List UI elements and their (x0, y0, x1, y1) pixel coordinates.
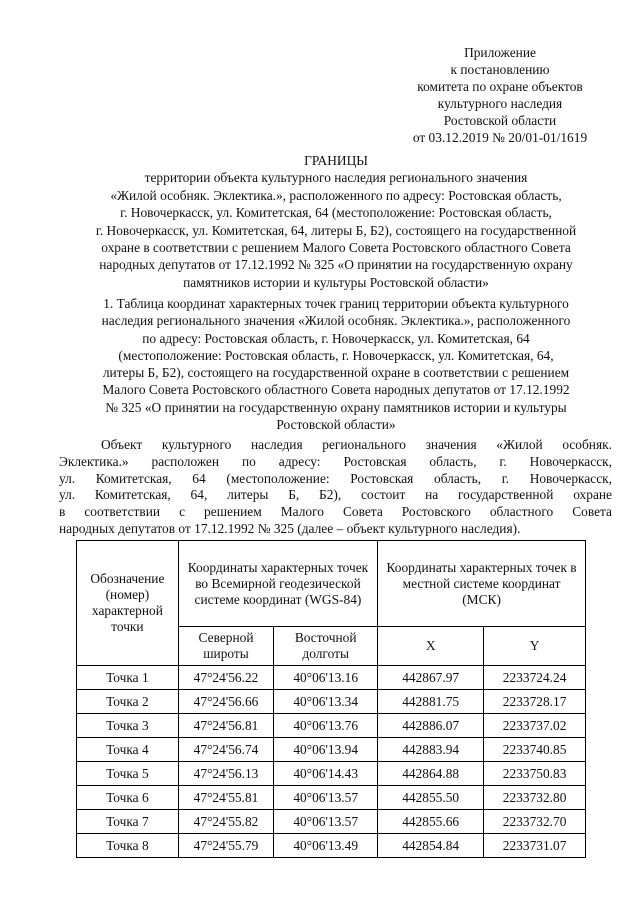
cell-point: Точка 4 (77, 738, 179, 762)
cell-east: 40°06'13.57 (274, 810, 378, 834)
section-line: Ростовской области» (276, 417, 396, 433)
cell-north: 47°24'56.22 (178, 666, 273, 690)
title-line: народных депутатов от 17.12.1992 № 325 «О принятии на государственную охрану (99, 257, 573, 273)
cell-y: 2233724.24 (484, 666, 586, 690)
cell-x: 442864.88 (378, 762, 484, 786)
cell-north: 47°24'56.74 (178, 738, 273, 762)
cell-east: 40°06'13.76 (274, 714, 378, 738)
cell-north: 47°24'56.13 (178, 762, 273, 786)
table-row (77, 834, 586, 858)
paragraph-line: в соответствии с решением Малого Совета Ростовского областного Совета (59, 504, 612, 520)
section-line: наследия регионального значения «Жилой особняк. Эклектика.», расположенного (101, 313, 571, 329)
appendix-line: к постановлению (450, 62, 550, 77)
header-north-latitude: Северной широты (178, 627, 273, 666)
cell-y: 2233750.83 (484, 762, 586, 786)
document-title (56, 152, 616, 291)
appendix-line: комитета по охране объектов (417, 79, 583, 94)
title-line: г. Новочеркасск, ул. Комитетская, 64, литеры Б, Б2), состоящего на государственной (95, 222, 577, 238)
table-row (77, 786, 586, 810)
cell-north: 47°24'55.82 (178, 810, 273, 834)
appendix-header (380, 44, 620, 146)
paragraph-line: Эклектика.» расположен по адресу: Ростовская область, г. Новочеркасск, (59, 453, 612, 469)
cell-y: 2233740.85 (484, 738, 586, 762)
cell-x: 442854.84 (378, 834, 484, 858)
table-row (77, 666, 586, 690)
cell-east: 40°06'13.34 (274, 690, 378, 714)
cell-point: Точка 2 (77, 690, 179, 714)
cell-east: 40°06'13.57 (274, 786, 378, 810)
cell-point: Точка 6 (77, 786, 179, 810)
cell-point: Точка 5 (77, 762, 179, 786)
cell-x: 442855.66 (378, 810, 484, 834)
title-line: «Жилой особняк. Эклектика.», расположенного по адресу: Ростовская область, (110, 187, 562, 203)
title-heading: ГРАНИЦЫ (304, 153, 368, 168)
section-line: № 325 «О принятии на государственную охрану памятников истории и культуры (105, 399, 567, 415)
cell-east: 40°06'14.43 (274, 762, 378, 786)
header-designation: Обозначение (номер) характерной точки (77, 541, 179, 666)
cell-x: 442881.75 (378, 690, 484, 714)
cell-y: 2233728.17 (484, 690, 586, 714)
header-msk: Координаты характерных точек в местной системе координат (МСК) (378, 541, 586, 627)
title-line: охране в соответствии с решением Малого Совета Ростовского областного Совета (101, 240, 571, 256)
title-line: памятников истории и культуры Ростовской области» (183, 274, 489, 290)
paragraph-line: ул. Комитетская, 64 (местоположение: Ростовская область, г. Новочеркасск, (59, 470, 612, 486)
cell-y: 2233732.80 (484, 786, 586, 810)
cell-north: 47°24'56.81 (178, 714, 273, 738)
table-row (77, 714, 586, 738)
cell-x: 442883.94 (378, 738, 484, 762)
cell-y: 2233737.02 (484, 714, 586, 738)
cell-north: 47°24'55.79 (178, 834, 273, 858)
cell-y: 2233732.70 (484, 810, 586, 834)
description-paragraph (59, 437, 612, 538)
cell-north: 47°24'56.66 (178, 690, 273, 714)
cell-x: 442867.97 (378, 666, 484, 690)
cell-x: 442855.50 (378, 786, 484, 810)
coordinates-table (76, 540, 586, 858)
cell-point: Точка 8 (77, 834, 179, 858)
section-line: литеры Б, Б2), состоящего на государственной охране в соответствии с решением (102, 365, 570, 381)
header-x: X (378, 627, 484, 666)
cell-point: Точка 7 (77, 810, 179, 834)
cell-north: 47°24'55.81 (178, 786, 273, 810)
cell-east: 40°06'13.94 (274, 738, 378, 762)
appendix-line: Ростовской области (443, 113, 557, 128)
cell-x: 442886.07 (378, 714, 484, 738)
table-row (77, 738, 586, 762)
appendix-line: Приложение (464, 45, 536, 60)
paragraph-line: ул. Комитетская, 64, литеры Б, Б2), состоит на государственной охране (59, 487, 612, 503)
title-line: территории объекта культурного наследия регионального значения (144, 170, 528, 186)
section-line: 1. Таблица координат характерных точек границ территории объекта культурного (103, 296, 569, 311)
section-heading (56, 295, 616, 433)
section-line: по адресу: Ростовская область, г. Новочеркасск, ул. Комитетская, 64 (142, 330, 530, 346)
cell-point: Точка 3 (77, 714, 179, 738)
header-wgs84: Координаты характерных точек во Всемирной геодезической системе координат (WGS-84) (178, 541, 377, 627)
paragraph-line: Объект культурного наследия регионального значения «Жилой особняк. (101, 437, 612, 452)
cell-point: Точка 1 (77, 666, 179, 690)
table-row (77, 762, 586, 786)
section-line: Малого Совета Ростовского областного Совета народных депутатов от 17.12.1992 (102, 382, 570, 398)
title-line: г. Новочеркасск, ул. Комитетская, 64 (местоположение: Ростовская область, (120, 205, 552, 221)
appendix-line: от 03.12.2019 № 20/01-01/1619 (412, 130, 588, 145)
appendix-line: культурного наследия (437, 96, 563, 111)
table-row (77, 810, 586, 834)
cell-east: 40°06'13.16 (274, 666, 378, 690)
section-line: (местоположение: Ростовская область, г. Новочеркасск, ул. Комитетская, 64, (118, 347, 554, 363)
header-y: Y (484, 627, 586, 666)
cell-y: 2233731.07 (484, 834, 586, 858)
paragraph-line: народных депутатов от 17.12.1992 № 325 (далее – объект культурного наследия). (59, 520, 521, 536)
header-east-longitude: Восточной долготы (274, 627, 378, 666)
cell-east: 40°06'13.49 (274, 834, 378, 858)
table-row (77, 690, 586, 714)
